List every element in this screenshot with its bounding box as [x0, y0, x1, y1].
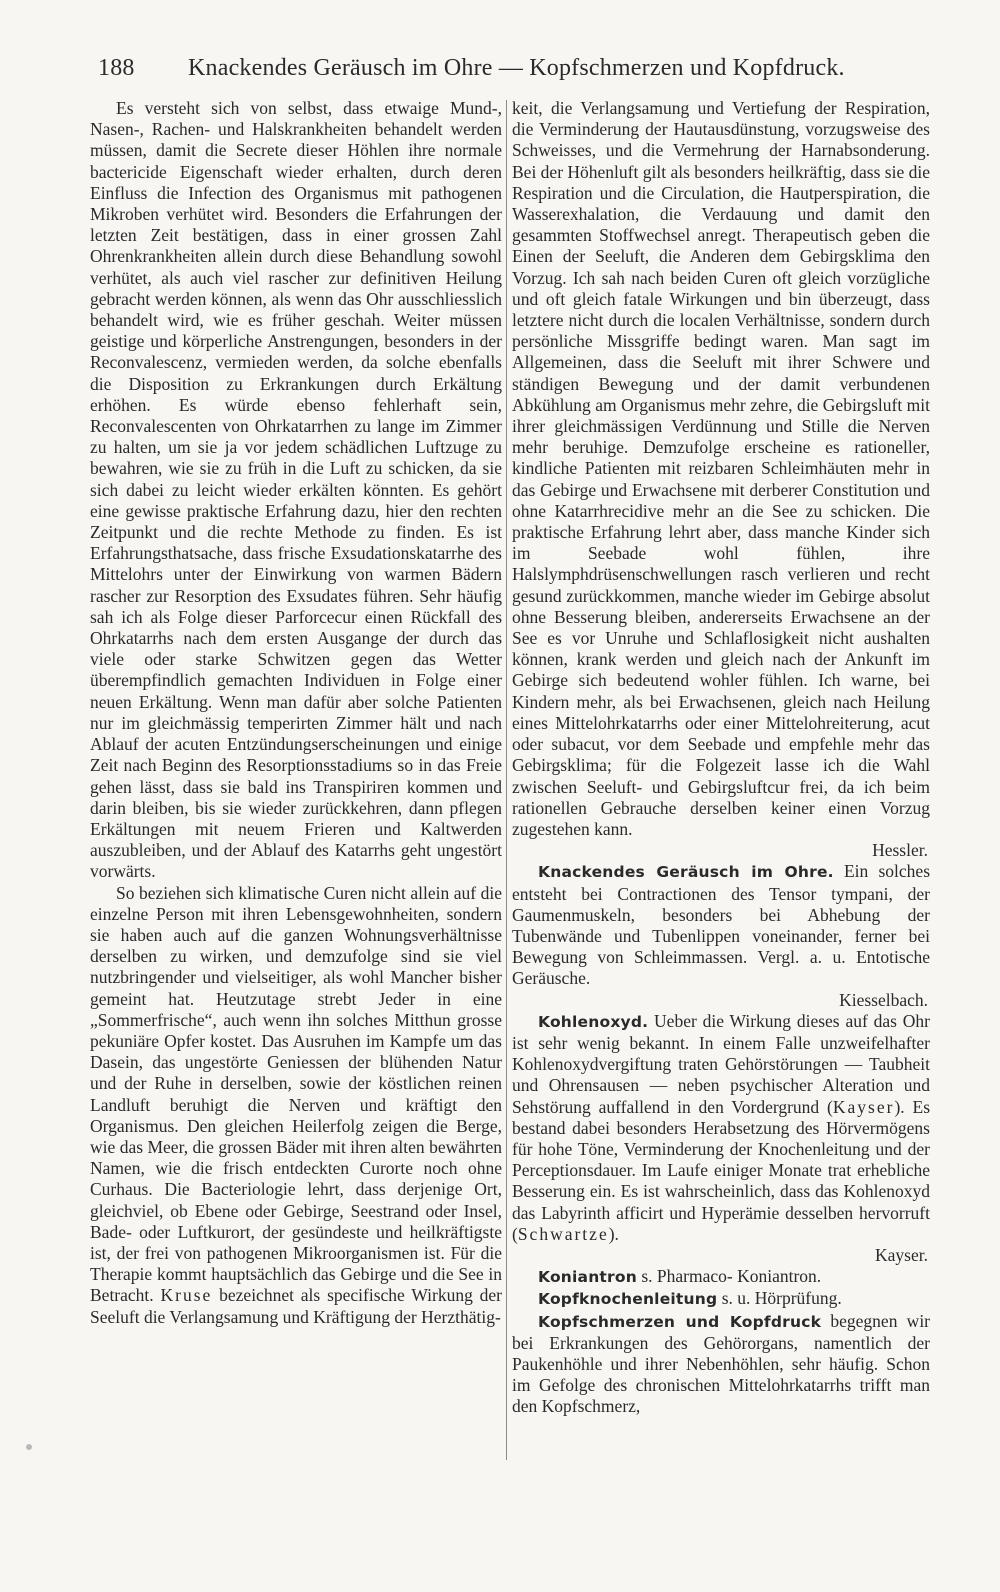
left-paragraph-2: [90, 883, 502, 1328]
entry-term-kohlenoxyd: Kohlenoxyd.: [538, 1012, 649, 1031]
author-kruse: Kruse: [160, 1285, 213, 1306]
signature-kiesselbach: Kiesselbach.: [839, 989, 928, 1010]
entry-kohlenoxyd: [512, 1011, 930, 1245]
margin-speck: [26, 1444, 32, 1450]
entry-text-kopfschmerzen: begegnen wir bei Erkrankungen des Gehörorgans, namentlich der Paukenhöhle und ihrer Nebenhöhlen, sehr häufig. Schon im Gefolge des chronischen Mittelohrkatarrhs trifft man den Kopfschmerz,: [512, 1310, 931, 1417]
column-divider: [506, 100, 507, 1460]
signature-hessler: Hessler.: [872, 840, 928, 861]
running-head-title: Knackendes Geräusch im Ohre — Kopfschmerzen und Kopfdruck.: [188, 55, 845, 81]
entry-text-kohlenoxyd-b: ). Es bestand dabei besonders Herabsetzung des Hörvermögens für hohe Töne, Verminderung der Knochenleitung und der Perceptionsdauer. Im Laufe einiger Monate trat erhebliche Besserung ein. Es ist wahrscheinlich, dass das Kohlenoxyd das Labyrinth afficirt und Hyperämie desselben hervorruft (: [512, 1096, 930, 1244]
page-number: 188: [98, 55, 135, 81]
entry-term-knackendes-gerausch: Knackendes Geräusch im Ohre.: [538, 863, 834, 882]
entry-text-koniantron: s. Pharmaco- Koniantron.: [641, 1266, 822, 1287]
entry-text-kohlenoxyd-c: ).: [608, 1223, 619, 1244]
entry-text-knackendes-gerausch: Ein solches entsteht bei Contractionen des Tensor tympani, der Gaumenmuskeln, besonders bei Abhebung der Tubenwände und Tubenlippen voneinander, ferner bei Bewegung von Schleimmassen. Vergl. a. u. Entotische Geräusche.: [512, 861, 931, 989]
left-column: [90, 98, 502, 1328]
entry-term-kopfschmerzen: Kopfschmerzen und Kopfdruck: [538, 1312, 822, 1331]
left-paragraph-2-text: So beziehen sich klimatische Curen nicht allein auf die einzelne Person mit ihren Lebensgewohnheiten, sondern sie haben auch auf die ganzen Wohnungsverhältnisse derselben zu wirken, und demzufolge sind sie viel nutzbringender und vielseitiger, als wohl Mancher bisher gemeint hat. Heutzutage strebt Jeder in eine „Sommerfrische“, auch wenn ihn solches Mitthun grosse pekuniäre Opfer kostet. Das Ausruhen im Kampfe um das Dasein, das ungestörte Geniessen der blühenden Natur und der Ruhe in derselben, sowie der köstlichen reinen Landluft beruhigt die Nerven und kräftigt den Organismus. Den gleichen Heilerfolg zeigen die Berge, wie das Meer, die grossen Bäder mit ihren alten bewährten Namen, wie die frisch entdeckten Curorte noch ohne Curhaus. Die Bacteriologie lehrt, dass derjenige Ort, gleichviel, ob Ebene oder Gebirge, Seestrand oder Insel, Bade- oder Luftkurort, der gesündeste und heilkräftigste ist, der frei von pathogenen Mikroorganismen ist. Für die Therapie kommt hauptsächlich das Gebirge und die See in Betracht.: [90, 882, 502, 1306]
entry-term-kopfknochenleitung: Kopfknochenleitung: [538, 1290, 718, 1309]
author-kayser: Kayser: [832, 1096, 895, 1117]
running-header: [98, 50, 878, 86]
entry-kopfschmerzen: [512, 1311, 930, 1418]
entry-text-kopfknochenleitung: s. u. Hörprüfung.: [721, 1288, 842, 1309]
left-paragraph-2-tail: bezeichnet als specifische Wirkung der Seeluft die Verlangsamung und Kräftigung der Herzthätig-: [90, 1285, 503, 1327]
entry-kopfknochenleitung: [512, 1288, 930, 1310]
signature-kayser: Kayser.: [875, 1244, 928, 1265]
entry-text-kohlenoxyd-a: Ueber die Wirkung dieses auf das Ohr ist sehr wenig bekannt. In einem Falle unzweifelhafter Kohlenoxydvergiftung traten Gehörstörungen — Taubheit und Ohrensausen — neben psychischer Alteration und Sehstörung auffallend in den Vordergrund (: [512, 1010, 930, 1117]
right-column: [512, 98, 930, 1418]
author-schwartze: Schwartze: [517, 1223, 609, 1244]
right-paragraph-1: keit, die Verlangsamung und Vertiefung der Respiration, die Verminderung der Hautausdünstung, vorzugsweise des Schweisses, und die Vermehrung der Harnabsonderung. Bei der Höhenluft gilt als besonders heilkräftig, dass sie die Respiration und die Circulation, die Hautperspiration, die Wasserexhalation, die Verdauung und damit den gesammten Stoffwechsel anregt. Therapeutisch geben die Einen der Seeluft, die Anderen dem Gebirgsklima den Vorzug. Ich sah nach beiden Curen oft gleich vorzügliche und oft gleich fatale Wirkungen und bin überzeugt, dass letztere nicht durch die localen Verhältnisse, sondern durch persönliche Missgriffe bedingt waren. Man sagt im Allgemeinen, dass die Seeluft mit ihrer Schwere und ständigen Bewegung und der damit verbundenen Abkühlung am Organismus mehr zehre, die Gebirgsluft mit ihrer gleichmässigen Verdünnung und Stille die Nerven mehr beruhige. Demzufolge erscheine es rationeller, kindliche Patienten mit reizbaren Schleimhäuten mehr in das Gebirge und Erwachsene mit derberer Constitution und ohne Katarrhrecidive mehr an die See zu schicken. Die praktische Erfahrung lehrt aber, dass manche Kinder sich im Seebade wohl fühlen, ihre Halslymphdrüsenschwellungen rasch verlieren und recht gesund zurückkommen, manche wieder im Gebirge absolut ohne Besserung bleiben, andererseits Erwachsene an der See es vor Unruhe und Schlaflosigkeit nicht aushalten können, krank werden und gleich nach der Ankunft im Gebirge sich bedeutend wohler fühlen. Ich warne, bei Kindern mehr, als bei Erwachsenen, gleich nach Heilung eines Mittelohrkatarrhs oder einer Mittelohreiterung, acut oder subacut, vor dem Seebade und empfehle mehr das Gebirgsklima; für die Folgezeit lasse ich die Wahl zwischen Seeluft- und Gebirgsluftcur frei, da ich beim rationellen Gebrauche derselben keiner einen Vorzug zugestehen kann.: [512, 98, 930, 839]
entry-koniantron: [512, 1266, 930, 1288]
entry-term-koniantron: Koniantron: [538, 1268, 637, 1287]
left-paragraph-1: Es versteht sich von selbst, dass etwaige Mund-, Nasen-, Rachen- und Halskrankheiten behandelt werden müssen, damit die Secrete dieser Höhlen ihre normale bactericide Eigenschaft wieder erhalten, durch deren Einfluss die Infection des Organismus mit pathogenen Mikroben verhütet wird. Besonders die Erfahrungen der letzten Zeit bestätigen, dass in einer grossen Zahl Ohrenkrankheiten allein durch diese Behandlung sowohl verhütet, als auch viel rascher zur definitiven Heilung gebracht werden können, als wenn das Ohr ausschliesslich behandelt wird, wie es früher geschah. Weiter müssen geistige und körperliche Anstrengungen, besonders in der Reconvalescenz, vermieden werden, da solche ebenfalls die Disposition zu Erkrankungen durch Erkältung erhöhen. Es würde ebenso fehlerhaft sein, Reconvalescenten von Ohrkatarrhen zu lange im Zimmer zu halten, um sie ja vor jedem schädlichen Luftzuge zu bewahren, wie sie zu früh in die Luft zu schicken, da sie sich dabei zu leicht wieder erkälten könnten. Es gehört eine gewisse praktische Erfahrung dazu, hier den rechten Zeitpunkt und die rechte Methode zu finden. Es ist Erfahrungsthatsache, dass frische Exsudationskatarrhe des Mittelohrs unter der Einwirkung von warmen Bädern rascher zur Resorption des Exsudates führen. Sehr häufig sah ich als Folge dieser Parforcecur einen Rückfall des Ohrkatarrhs nach dem ersten Ausgange der durch das viele oder starke Schwitzen gegen das Wetter überempfindlich gemachten Individuen in Folge einer neuen Erkältung. Wenn man dafür aber solche Patienten nur im gleichmässig temperirten Zimmer hält und nach Ablauf der acuten Entzündungserscheinungen und einige Zeit nach Beginn des Resorptionsstadiums so in das Freie gehen lässt, dass sie bald ins Transpiriren kommen und darin bleiben, bis sie wieder zurückkehren, dann pflegen Erkältungen mit neuem Frieren und Kaltwerden auszubleiben, und der Ablauf des Katarrhs geht ungestört vorwärts.: [90, 98, 502, 882]
entry-knackendes-gerausch: [512, 861, 930, 989]
